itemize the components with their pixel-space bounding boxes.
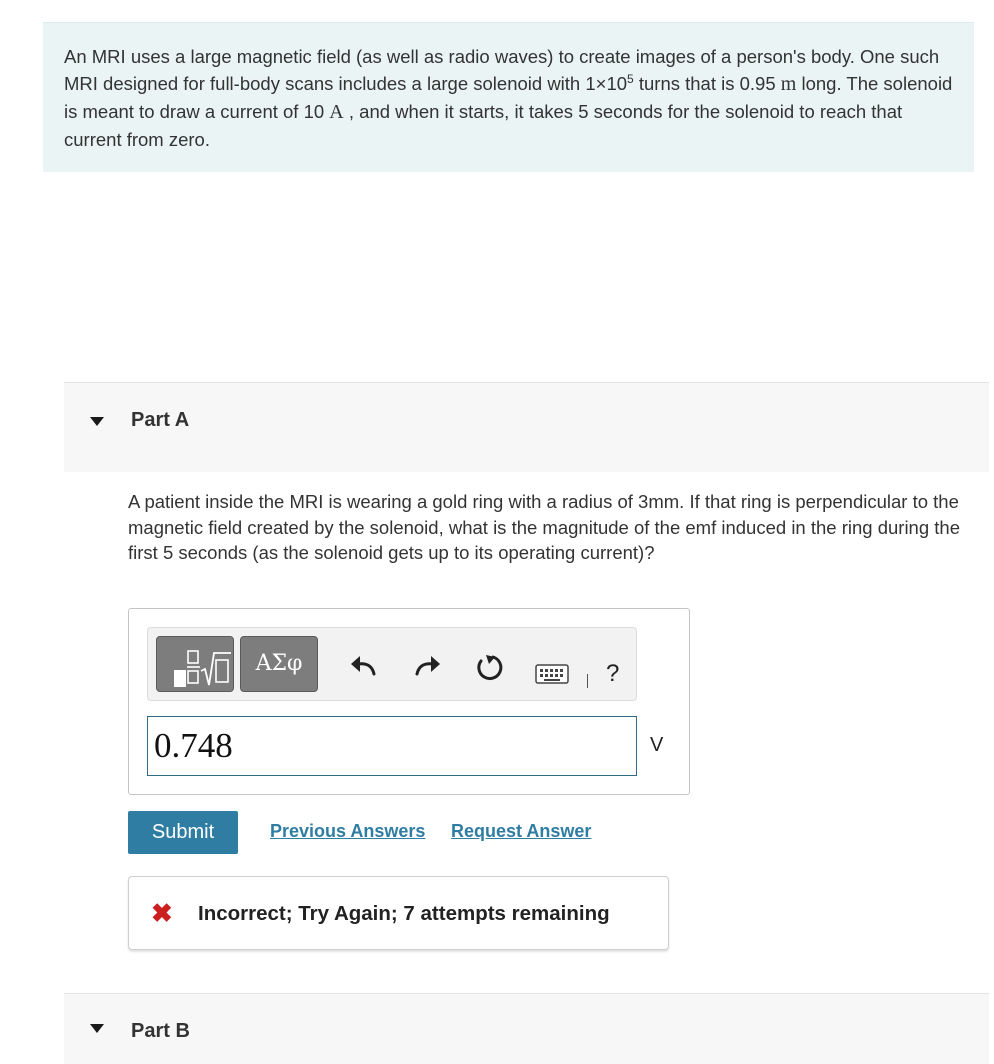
reset-icon[interactable] [473, 652, 505, 682]
part-a-question: A patient inside the MRI is wearing a gold ring with a radius of 3mm. If that ring is perpendicular to the magnetic field created by the solenoid, what is the magnitude of the emf induced in the ring during the first 5 seconds (as the solenoid gets up to its operating current)? [128, 491, 960, 563]
templates-button[interactable] [156, 636, 234, 692]
turns-exponent: 5 [627, 71, 634, 86]
incorrect-x-icon: ✖ [151, 898, 173, 928]
keyboard-icon[interactable] [535, 664, 571, 686]
feedback-message: Incorrect; Try Again; 7 attempts remaining [198, 902, 610, 925]
intro-text-4: , and when it starts, it takes 5 seconds for the solenoid to reach that current from zero. [64, 101, 903, 150]
help-button[interactable]: ? [606, 660, 620, 687]
intro-text-2: turns that is 0.95 [633, 73, 781, 94]
submit-button[interactable]: Submit [128, 811, 238, 854]
undo-icon[interactable] [348, 652, 380, 682]
length-unit: m [780, 73, 797, 95]
request-answer-link[interactable]: Request Answer [451, 821, 592, 841]
greek-symbols-button[interactable]: ΑΣφ [240, 636, 318, 692]
toolbar-separator [587, 674, 588, 688]
answer-box [128, 608, 690, 795]
part-a-title[interactable]: Part A [131, 409, 190, 431]
math-toolbar [147, 627, 637, 701]
redo-icon[interactable] [411, 652, 443, 682]
current-unit: A [329, 101, 344, 123]
intro-text-3: long. The solenoid is meant to draw a current of 10 [64, 73, 953, 122]
feedback-box [128, 876, 669, 950]
previous-answers-link[interactable]: Previous Answers [270, 821, 426, 841]
collapse-caret-icon[interactable] [90, 417, 104, 426]
intro-text-1: An MRI uses a large magnetic field (as well as radio waves) to create images of a person's body. One such MRI designed for full-body scans includes a large solenoid with 1×10 [64, 46, 940, 94]
part-b-title[interactable]: Part B [131, 1020, 190, 1042]
part-b-header[interactable] [64, 993, 989, 1064]
fraction-root-icon [157, 637, 235, 693]
answer-input[interactable]: 0.748 [147, 716, 637, 776]
collapse-caret-icon[interactable] [90, 1024, 104, 1033]
problem-statement [43, 22, 974, 172]
part-a-header[interactable] [64, 382, 989, 472]
answer-unit: V [650, 734, 664, 756]
